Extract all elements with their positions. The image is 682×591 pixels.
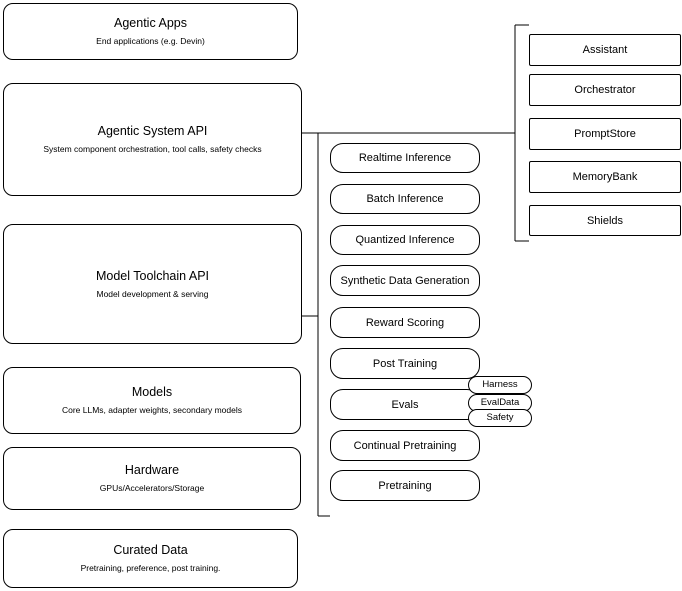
stack-layer-subtitle: Core LLMs, adapter weights, secondary models <box>61 405 242 415</box>
component-label: Reward Scoring <box>365 316 445 329</box>
component-harness[interactable] <box>468 376 532 394</box>
component-quantized-inference[interactable] <box>330 225 480 255</box>
component-shields[interactable] <box>529 205 681 236</box>
component-label: PromptStore <box>574 128 636 140</box>
stack-layer-subtitle: GPUs/Accelerators/Storage <box>99 483 205 493</box>
component-batch-inference[interactable] <box>330 184 480 214</box>
stack-layer-models[interactable] <box>3 367 301 434</box>
component-label: Shields <box>586 214 624 227</box>
component-safety[interactable] <box>468 409 532 427</box>
component-label: EvalData <box>480 397 520 408</box>
component-post-training[interactable] <box>330 348 480 379</box>
component-continual-pretraining[interactable] <box>330 430 480 461</box>
component-orchestrator[interactable] <box>529 74 681 106</box>
component-label: Harness <box>482 379 518 390</box>
component-label: Pretraining <box>378 479 432 492</box>
component-label: Quantized Inference <box>355 234 455 246</box>
component-pretraining[interactable] <box>330 470 480 501</box>
component-label: Synthetic Data Generation <box>340 274 470 287</box>
stack-layer-agentic-apps[interactable] <box>3 3 298 60</box>
stack-layer-title: Models <box>131 385 173 399</box>
stack-layer-title: Agentic Apps <box>114 16 187 30</box>
component-memorybank[interactable] <box>529 161 681 193</box>
stack-layer-subtitle: Pretraining, preference, post training. <box>80 563 221 573</box>
component-label: Batch Inference <box>366 193 444 205</box>
component-label: Safety <box>486 412 514 423</box>
component-label: Orchestrator <box>574 84 636 96</box>
component-reward-scoring[interactable] <box>330 307 480 338</box>
stack-layer-curated-data[interactable] <box>3 529 298 588</box>
stack-layer-title: Agentic System API <box>97 124 208 138</box>
stack-layer-title: Hardware <box>124 463 180 477</box>
component-realtime-inference[interactable] <box>330 143 480 173</box>
component-label: Evals <box>391 398 419 411</box>
component-label: Assistant <box>582 44 628 56</box>
component-promptstore[interactable] <box>529 118 681 150</box>
stack-layer-hardware[interactable] <box>3 447 301 510</box>
stack-layer-title: Curated Data <box>113 543 188 557</box>
stack-layer-title: Model Toolchain API <box>95 268 210 283</box>
stack-layer-agentic-system-api[interactable] <box>3 83 302 196</box>
component-evals[interactable] <box>330 389 480 420</box>
component-label: Realtime Inference <box>358 152 452 164</box>
stack-layer-subtitle: System component orchestration, tool calls, safety checks <box>43 144 262 154</box>
component-assistant[interactable] <box>529 34 681 66</box>
component-label: Continual Pretraining <box>353 439 457 452</box>
stack-layer-model-toolchain-api[interactable] <box>3 224 302 344</box>
stack-layer-subtitle: Model development & serving <box>96 288 209 299</box>
component-synthetic-data-generation[interactable] <box>330 265 480 296</box>
stack-layer-subtitle: End applications (e.g. Devin) <box>96 36 205 46</box>
component-label: Post Training <box>372 357 438 370</box>
component-label: MemoryBank <box>572 171 638 183</box>
